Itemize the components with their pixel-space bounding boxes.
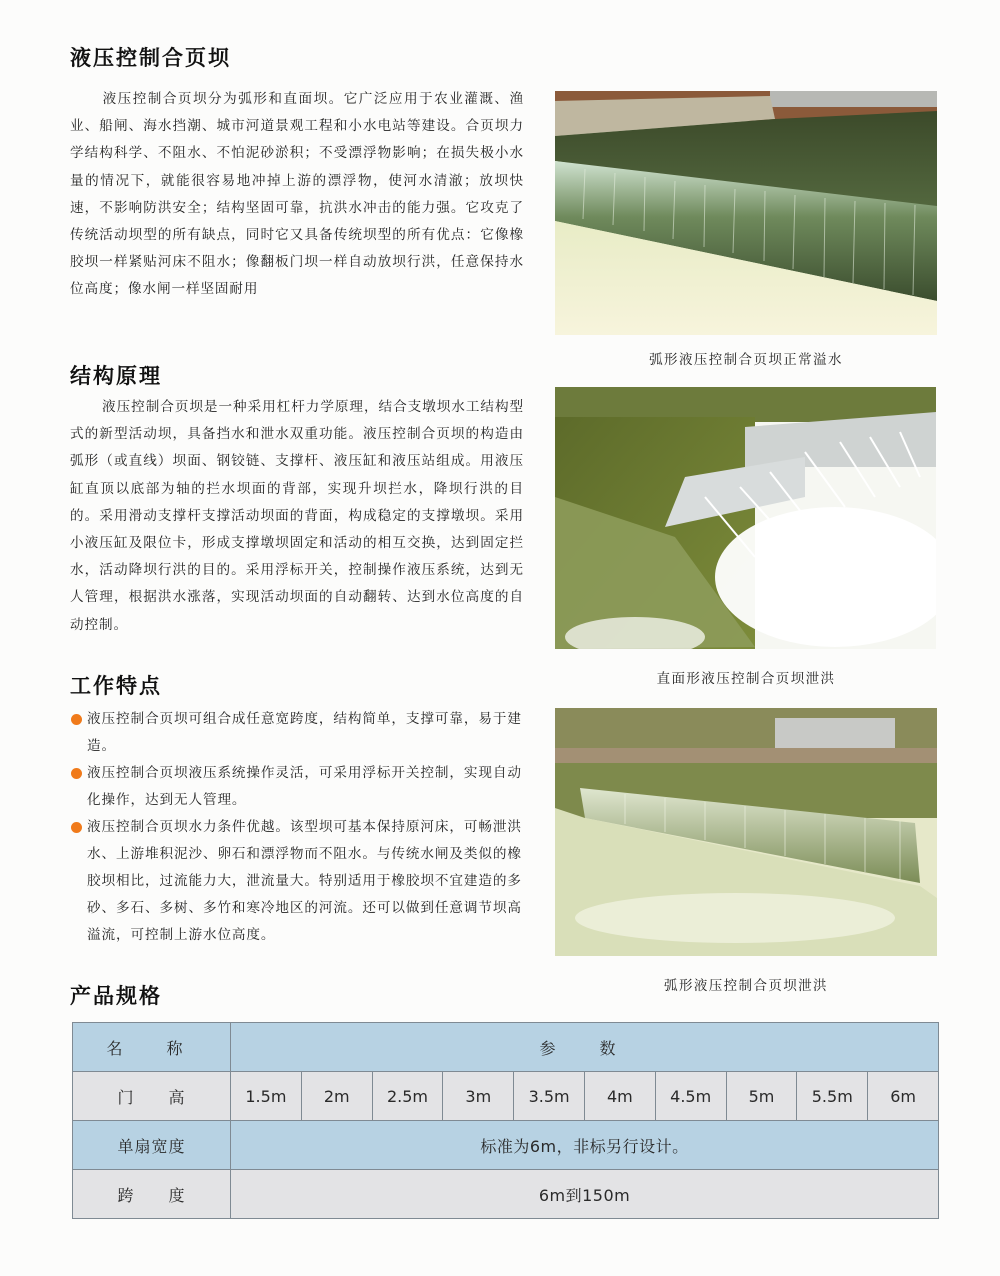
gate-height-value: 2m [301,1072,372,1121]
photo-caption: 直面形液压控制合页坝泄洪 [656,671,836,687]
photo-caption: 弧形液压控制合页坝正常溢水 [649,352,843,368]
arc-dam-flood-release-photo [555,708,937,956]
feature-text: 液压控制合页坝可组合成任意宽跨度，结构简单，支撑可靠，易于建造。 [87,711,522,754]
bullet-dot-icon [71,822,82,833]
intro-paragraph-text: 液压控制合页坝分为弧形和直面坝。它广泛应用于农业灌溉、渔业、船闸、海水挡潮、城市河道景观工程和小水电站等建设。合页坝力学结构科学、不阻水、不怕泥砂淤积；不受漂浮物影响；在损失极小水量的情况下，就能很容易地冲掉上游的漂浮物，使河水清澈；放坝快速，不影响防洪安全；结构坚固可靠，抗洪水冲击的能力强。它攻克了传统活动坝型的所有缺点，同时它又具备传统坝型的所有优点：它像橡胶坝一样紧贴河床不阻水；像翻板门坝一样自动放坝行洪，任意保持水位高度；像水闸一样坚固耐用 [70,91,524,298]
leaf-width-label: 单扇宽度 [73,1121,231,1170]
spec-header-row [73,1023,939,1072]
section-title-features: 工作特点 [70,674,162,698]
structure-paragraph [70,394,524,639]
straight-dam-flood-release-photo [555,387,936,649]
arc-dam-overflow-photo [555,91,937,335]
section-title-intro: 液压控制合页坝 [70,46,231,70]
bullet-dot-icon [71,714,82,725]
feature-item [71,706,525,760]
spec-row-leaf-width [73,1121,939,1170]
spec-row-gate-height [73,1072,939,1121]
spec-row-span [73,1170,939,1219]
gate-height-label: 门 高 [73,1072,231,1121]
photo-arc-overflow-image [555,91,937,335]
span-label: 跨 度 [73,1170,231,1219]
gate-height-value: 3m [443,1072,514,1121]
gate-height-value: 1.5m [231,1072,302,1121]
span-value: 6m到150m [231,1170,939,1219]
photo-arc-flood-image [555,708,937,956]
gate-height-value: 3.5m [514,1072,585,1121]
header-name-cell: 名 称 [73,1023,231,1072]
gate-height-value: 2.5m [372,1072,443,1121]
header-params-cell: 参 数 [231,1023,939,1072]
gate-height-value: 4.5m [655,1072,726,1121]
feature-text: 液压控制合页坝水力条件优越。该型坝可基本保持原河床，可畅泄洪水、上游堆积泥沙、卵石和漂浮物而不阻水。与传统水闸及类似的橡胶坝相比，过流能力大，泄流量大。特别适用于橡胶坝不宜建造的多砂、多石、多树、多竹和寒冷地区的河流。还可以做到任意调节坝高溢流，可控制上游水位高度。 [87,819,522,943]
leaf-width-value: 标准为6m，非标另行设计。 [231,1121,939,1170]
photo-straight-flood-image [555,387,936,649]
bullet-dot-icon [71,768,82,779]
gate-height-value: 5m [726,1072,797,1121]
intro-paragraph [70,86,524,304]
gate-height-value: 4m [584,1072,655,1121]
gate-height-value: 6m [868,1072,939,1121]
photo-caption: 弧形液压控制合页坝泄洪 [664,978,828,994]
section-title-structure: 结构原理 [70,364,162,388]
spec-table [72,1022,939,1219]
feature-text: 液压控制合页坝液压系统操作灵活，可采用浮标开关控制，实现自动化操作，达到无人管理。 [87,765,522,808]
features-list [71,706,525,949]
feature-item [71,760,525,814]
gate-height-value: 5.5m [797,1072,868,1121]
feature-item [71,814,525,949]
structure-paragraph-text: 液压控制合页坝是一种采用杠杆力学原理，结合支墩坝水工结构型式的新型活动坝，具备挡水和泄水双重功能。液压控制合页坝的构造由弧形（或直线）坝面、钢铰链、支撑杆、液压缸和液压站组成。用液压缸直顶以底部为轴的拦水坝面的背部，实现升坝拦水，降坝行洪的目的。采用滑动支撑杆支撑活动坝面的背面，构成稳定的支撑墩坝。采用小液压缸及限位卡，形成支撑墩坝固定和活动的相互交换，达到固定拦水，活动降坝行洪的目的。采用浮标开关，控制操作液压系统，达到无人管理，根据洪水涨落，实现活动坝面的自动翻转、达到水位高度的自动控制。 [70,399,524,633]
section-title-specs: 产品规格 [70,984,162,1008]
